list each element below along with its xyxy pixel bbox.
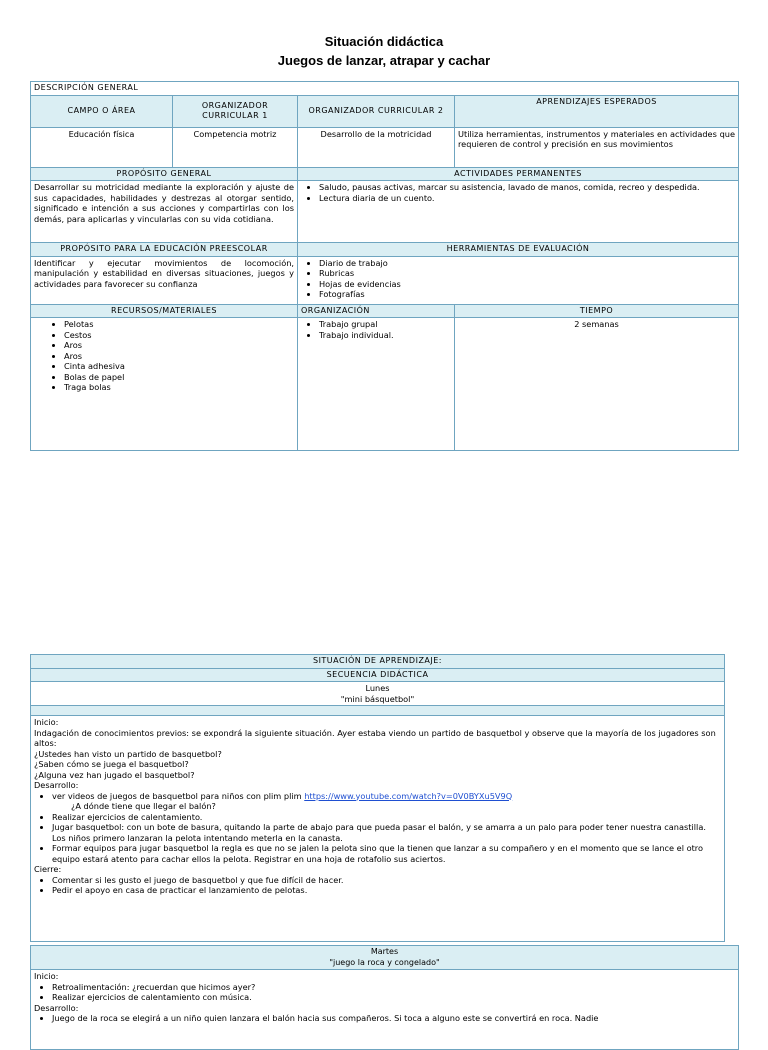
aprendizajes-value: Utiliza herramientas, instrumentos y materiales en actividades que requieren de control y precisión en sus movimientos — [455, 127, 739, 167]
list-item: • Bolas de papel — [64, 372, 294, 383]
inicio-text: Indagación de conocimientos previos: se expondrá la siguiente situación. Ayer estaba viendo un partido de basquetbol y observe que la mayoría de los jugadores son altos: — [34, 727, 716, 748]
campo-value: Educación física — [31, 127, 173, 167]
list-item: • Saludo, pausas activas, marcar su asistencia, lavado de manos, comida, recreo y despedida. — [319, 182, 735, 193]
list-item: • Cinta adhesiva — [64, 361, 294, 372]
herramientas-list — [298, 256, 739, 304]
list-item: • Retroalimentación: ¿recuerdan que hicimos ayer? — [52, 982, 735, 993]
list-item: • Trabajo grupal — [319, 319, 451, 330]
actividades-list — [298, 181, 739, 243]
list-item: • Cestos — [64, 330, 294, 341]
day-label: Martes — [370, 947, 399, 956]
herramientas-header: HERRAMIENTAS DE EVALUACIÓN — [298, 243, 739, 257]
organizacion-list — [298, 318, 455, 451]
cierre-label: Cierre: — [34, 864, 62, 874]
campo-header: CAMPO O ÁREA — [31, 95, 173, 127]
org1-header: ORGANIZADOR CURRICULAR 1 — [173, 95, 298, 127]
lunes-content — [31, 716, 725, 942]
list-item: • Aros — [64, 340, 294, 351]
list-item: • Comentar si les gusto el juego de basquetbol y que fue difícil de hacer. — [52, 875, 721, 886]
recursos-list — [31, 318, 298, 451]
proposito-general-text: Desarrollar su motricidad mediante la exploración y ajuste de sus capacidades, habilidades y destrezas al otorgar sentido, significado e intención a sus acciones y compartirlas con los demás, para aplicarlas y vincularlas con su vida cotidiana. — [31, 181, 298, 243]
planning-table — [30, 81, 739, 451]
list-item: • Pedir el apoyo en casa de practicar el lanzamiento de pelotas. — [52, 885, 721, 896]
aprendizajes-header: APRENDIZAJES ESPERADOS — [455, 95, 739, 127]
recursos-header: RECURSOS/MATERIALES — [31, 304, 298, 318]
desarrollo-label: Desarrollo: — [34, 780, 79, 790]
tiempo-value: 2 semanas — [455, 318, 739, 451]
video-text: ver videos de juegos de basquetbol para niños con plim plim — [52, 790, 302, 801]
descripcion-general-label: DESCRIPCIÓN GENERAL — [31, 82, 739, 96]
list-item: • Rubricas — [319, 268, 735, 279]
list-item: • Lectura diaria de un cuento. — [319, 193, 735, 204]
actividades-header: ACTIVIDADES PERMANENTES — [298, 167, 739, 181]
inicio-label: Inicio: — [34, 717, 59, 727]
list-item: • Aros — [64, 351, 294, 362]
list-item: • Realizar ejercicios de calentamiento con música. — [52, 992, 735, 1003]
question: ¿Ustedes han visto un partido de basquetbol? — [34, 748, 222, 759]
list-item: • Realizar ejercicios de calentamiento. — [52, 812, 721, 823]
question: ¿Saben cómo se juega el basquetbol? — [34, 759, 189, 769]
org2-header: ORGANIZADOR CURRICULAR 2 — [298, 95, 455, 127]
list-item: • Trabajo individual. — [319, 330, 451, 341]
martes-heading — [31, 946, 739, 970]
activity-name: "mini básquetbol" — [340, 693, 415, 704]
sequence-table — [30, 654, 725, 942]
youtube-link[interactable]: https://www.youtube.com/watch?v=0V0BYXu5V9Q — [304, 790, 513, 801]
document-subtitle: Juegos de lanzar, atrapar y cachar — [277, 53, 491, 68]
proposito-general-header: PROPÓSITO GENERAL — [31, 167, 298, 181]
martes-table — [30, 945, 739, 1050]
tiempo-header: TIEMPO — [455, 304, 739, 318]
day-label: Lunes — [365, 683, 390, 693]
list-item: • Diario de trabajo — [319, 258, 735, 269]
martes-content — [31, 970, 739, 1050]
org2-value: Desarrollo de la motricidad — [298, 127, 455, 167]
proposito-preescolar-text: Identificar y ejecutar movimientos de locomoción, manipulación y estabilidad en diversas situaciones, juegos y actividades para favorecer su confianza — [31, 256, 298, 304]
list-item: • Fotografías — [319, 289, 735, 300]
question: ¿Alguna vez han jugado el basquetbol? — [34, 769, 195, 780]
list-item: • Juego de la roca se elegirá a un niño quien lanzara el balón hacia sus compañeros. Si toca a alguno este se convertirá en roca. Nadie — [52, 1013, 735, 1024]
list-item: • Hojas de evidencias — [319, 279, 735, 290]
inicio-label: Inicio: — [34, 971, 59, 981]
list-item: • Traga bolas — [64, 382, 294, 393]
divider-row — [31, 706, 725, 716]
lunes-heading — [31, 682, 725, 706]
list-item — [52, 791, 721, 802]
proposito-preescolar-header: PROPÓSITO PARA LA EDUCACIÓN PREESCOLAR — [31, 243, 298, 257]
organizacion-header: ORGANIZACIÓN — [298, 304, 455, 318]
org1-value: Competencia motriz — [173, 127, 298, 167]
desarrollo-label: Desarrollo: — [34, 1002, 79, 1013]
list-item: • Pelotas — [64, 319, 294, 330]
situacion-header: SITUACIÓN DE APRENDIZAJE: — [31, 655, 725, 669]
activity-name: "juego la roca y congelado" — [329, 957, 440, 967]
list-item: • Formar equipos para jugar basquetbol la regla es que no se jalen la pelota sino que la tienen que lanzar a su compañero y en el momento que se lance el otro equipo estará atento para cachar ellos la pelota. Registrar en una hoja de rotafolio sus aciertos. — [52, 843, 721, 864]
list-item: • Jugar basquetbol: con un bote de basura, quitando la parte de abajo para que pueda pasar el balón, y se amarra a un palo para poder tener nuestra canastilla. Los niños primero lanzaran la pelota intentando meterla en la canasta. — [52, 822, 721, 843]
sub-question: ¿A dónde tiene que llegar el balón? — [71, 801, 216, 811]
secuencia-header: SECUENCIA DIDÁCTICA — [31, 668, 725, 682]
document-title: Situación didáctica — [324, 34, 444, 49]
